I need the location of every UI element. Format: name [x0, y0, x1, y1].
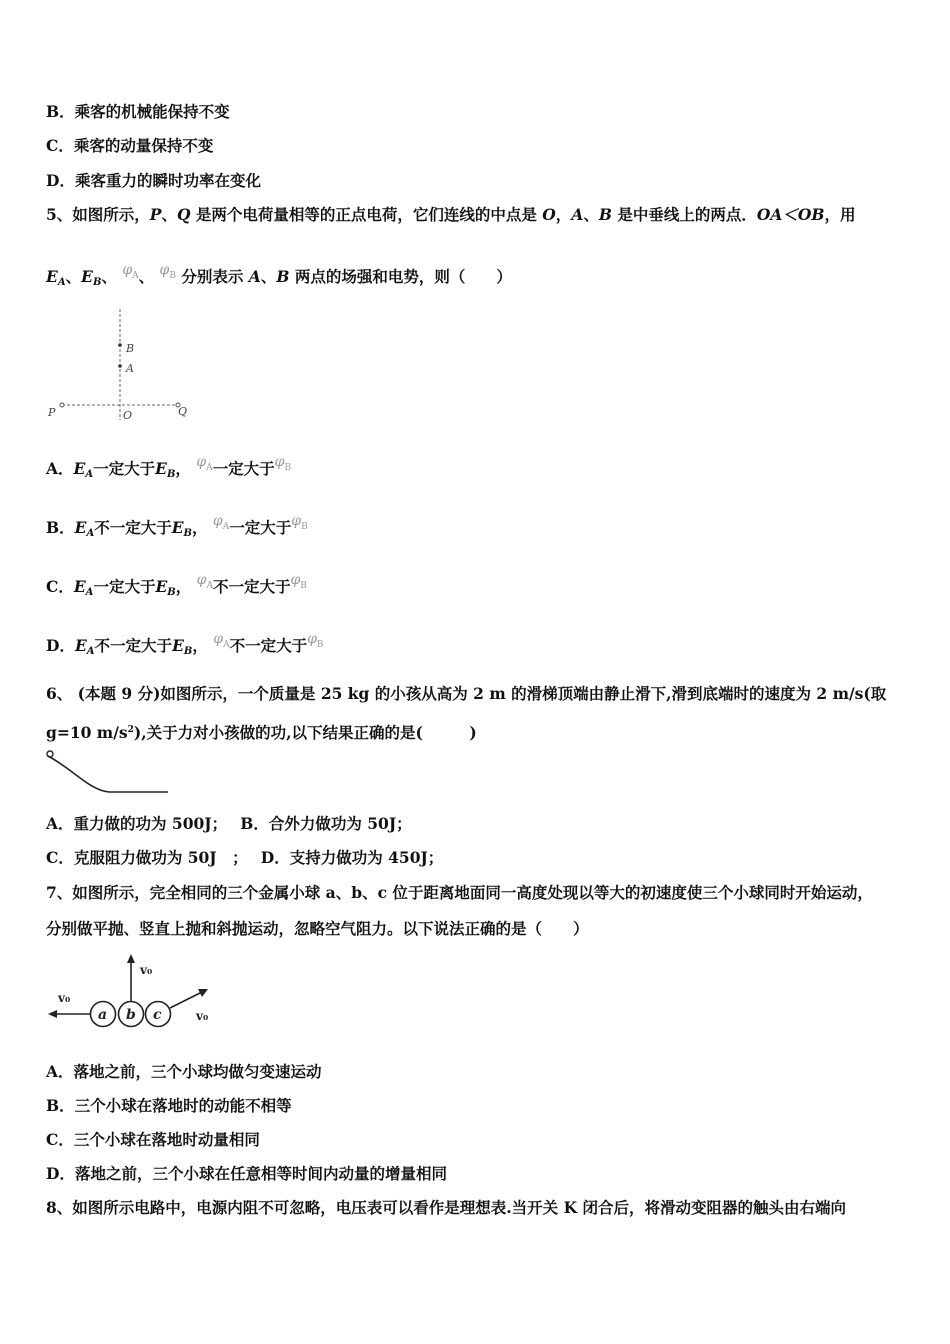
svg-text:b: b [126, 1007, 136, 1023]
q6-slide-diagram [44, 748, 174, 796]
label-o: O [123, 409, 133, 422]
q4-option-d: D．乘客重力的瞬时功率在变化 [46, 171, 261, 190]
q5-option-b: B．$E_A$不一定大于$E_B$， $\varphi_A$一定大于$\varphi_B$ [46, 513, 308, 539]
phi-b-symbol: $\varphi_B$ [159, 262, 176, 281]
v0-left: v₀ [58, 991, 71, 1005]
q7-option-a: A．落地之前，三个小球均做匀变速运动 [46, 1062, 322, 1081]
q7-stem-line1: 7、如图所示，完全相同的三个金属小球 a、b、c 位于距离地面同一高度处现以等大的初速度使三个小球同时开始运动， [46, 883, 873, 902]
q5-stem-line1: 5、如图所示，P、Q 是两个电荷量相等的正点电荷，它们连线的中点是 O，A、B 是中垂线上的两点．OA＜OB，用 [46, 205, 856, 224]
point-a [118, 364, 122, 368]
point-b [118, 343, 122, 347]
label-q: Q [178, 405, 188, 418]
q6-stem-line2: g=10 $m/s^2$),关于力对小孩做的功,以下结果正确的是( ) [46, 723, 477, 743]
q6-options-ab: A．重力做的功为 500J； B．合外力做功为 50J； [46, 814, 412, 833]
child-figure [47, 751, 53, 757]
q7-option-d: D．落地之前，三个小球在任意相等时间内动量的增量相同 [46, 1164, 447, 1183]
q8-stem-line1: 8、如图所示电路中，电源内阻不可忽略，电压表可以看作是理想表.当开关 K 闭合后，将滑动变阻器的触头由右端向 [46, 1198, 846, 1217]
charge-p [60, 403, 64, 407]
q5-option-a: A．$E_A$一定大于$E_B$， $\varphi_A$一定大于$\varphi_B$ [46, 454, 292, 480]
q5-field-diagram [40, 305, 200, 425]
v0-up: v₀ [140, 963, 153, 977]
phi-a-symbol: $\varphi_A$ [122, 262, 139, 281]
q7-stem-line2: 分别做平抛、竖直上抛和斜抛运动，忽略空气阻力。以下说法正确的是（ ） [46, 919, 589, 938]
label-b: B [126, 342, 135, 355]
label-p: P [48, 406, 56, 419]
q7-balls-diagram [44, 950, 224, 1035]
q4-option-c: C．乘客的动量保持不变 [46, 136, 214, 155]
svg-text:c: c [153, 1007, 162, 1023]
q4-option-b: B．乘客的机械能保持不变 [46, 102, 230, 121]
q6-options-cd: C．克服阻力做功为 50J ； D．支持力做功为 450J； [46, 848, 444, 867]
label-a: A [126, 362, 134, 375]
q5-stem-line2: $E_A$、$E_B$、 $\varphi_A$、 $\varphi_B$ 分别表示 A、B 两点的场强和电势，则（ ） [46, 262, 512, 288]
q7-option-c: C．三个小球在落地时动量相同 [46, 1130, 260, 1149]
svg-text:a: a [98, 1007, 108, 1023]
q5-option-d: D．$E_A$不一定大于$E_B$， $\varphi_A$不一定大于$\varphi_B$ [46, 631, 324, 657]
q7-option-b: B．三个小球在落地时的动能不相等 [46, 1096, 292, 1115]
q5-option-c: C．$E_A$一定大于$E_B$， $\varphi_A$不一定大于$\varphi_B$ [46, 572, 307, 598]
v0-right: v₀ [196, 1009, 209, 1023]
q6-stem-line1: 6、 (本题 9 分)如图所示，一个质量是 25 kg 的小孩从高为 2 m 的滑梯顶端由静止滑下,滑到底端时的速度为 2 m/s(取 [46, 684, 887, 703]
